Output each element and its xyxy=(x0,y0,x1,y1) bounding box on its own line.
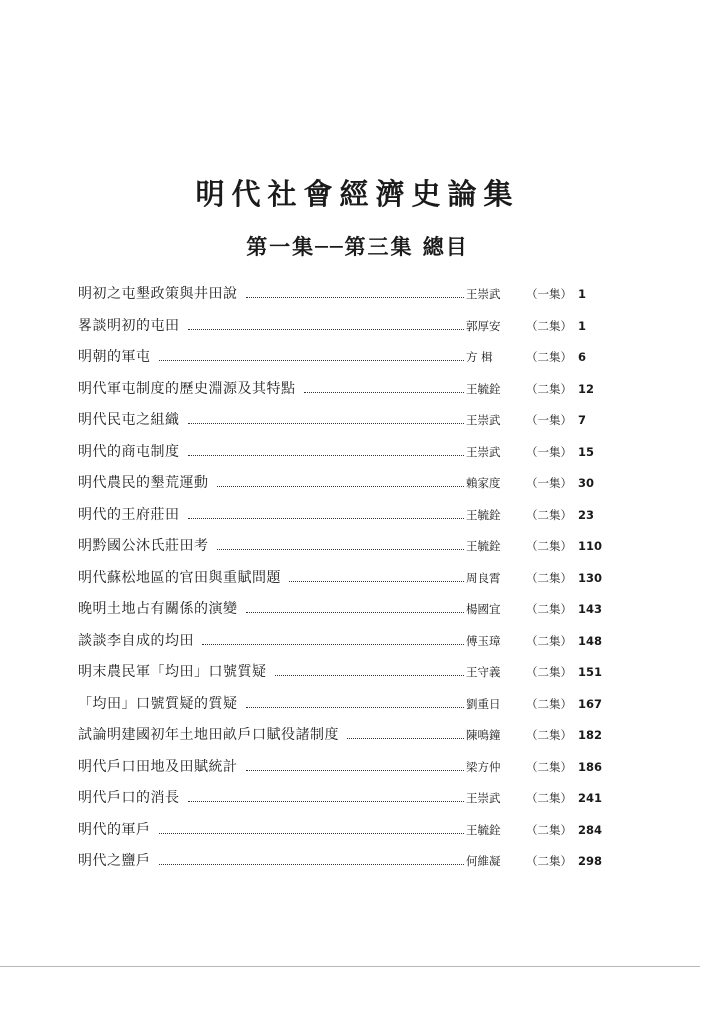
toc-entry-author: 楊國宜 xyxy=(466,602,501,616)
toc-entry-volume: （二集） xyxy=(526,791,572,805)
toc-entry xyxy=(78,311,608,343)
toc-entry-page: 110 xyxy=(578,539,603,553)
toc-entry-title: 明黔國公沐氏莊田考 xyxy=(78,538,209,554)
toc-entry-page: 182 xyxy=(578,728,603,742)
toc-entry-author: 方 楫 xyxy=(466,350,493,364)
toc-entry-volume: （一集） xyxy=(526,413,572,427)
toc-entry-volume: （二集） xyxy=(526,602,572,616)
table-of-contents xyxy=(78,279,608,878)
toc-entry xyxy=(78,342,608,374)
toc-entry-page: 143 xyxy=(578,602,603,616)
dot-leader xyxy=(159,864,465,865)
page-subtitle: 第一集──第三集 總目 xyxy=(246,234,469,259)
toc-entry-page: 15 xyxy=(578,444,595,459)
toc-entry-author: 王毓銓 xyxy=(466,507,501,522)
toc-entry-page: 30 xyxy=(578,476,595,490)
toc-entry-title: 明代的商屯制度 xyxy=(78,443,180,460)
dot-leader xyxy=(217,549,465,550)
toc-entry xyxy=(78,405,608,437)
dot-leader xyxy=(217,486,465,487)
toc-entry-page: 1 xyxy=(578,318,587,333)
toc-entry-volume: （一集） xyxy=(526,287,572,301)
toc-entry-volume: （二集） xyxy=(526,350,572,364)
toc-entry-volume: （二集） xyxy=(526,633,572,648)
dot-leader xyxy=(202,644,464,645)
toc-entry-page: 284 xyxy=(578,822,603,837)
toc-entry-page: 7 xyxy=(578,413,587,427)
toc-entry-volume: （一集） xyxy=(526,476,572,490)
toc-entry-title: 明末農民軍「均田」口號質疑 xyxy=(78,664,267,680)
toc-entry-volume: （二集） xyxy=(526,507,572,522)
toc-entry-author: 王崇武 xyxy=(466,413,501,427)
toc-entry-title: 試論明建國初年土地田畝戶口賦役諸制度 xyxy=(78,727,339,743)
toc-entry-page: 151 xyxy=(578,665,603,679)
dot-leader xyxy=(188,455,465,456)
toc-entry xyxy=(78,720,608,752)
toc-entry-page: 6 xyxy=(578,350,587,364)
toc-entry-title: 明代戶口田地及田賦統計 xyxy=(78,758,238,775)
dot-leader xyxy=(246,297,465,298)
toc-entry xyxy=(78,815,608,847)
dot-leader xyxy=(304,392,465,393)
dot-leader xyxy=(159,360,465,361)
toc-entry-page: 23 xyxy=(578,507,595,522)
toc-entry-author: 劉重日 xyxy=(466,696,501,711)
dot-leader xyxy=(246,770,465,771)
dot-leader xyxy=(246,612,465,613)
toc-entry-volume: （二集） xyxy=(526,318,572,333)
dot-leader xyxy=(188,518,465,519)
toc-entry-author: 王崇武 xyxy=(466,287,501,301)
toc-entry xyxy=(78,468,608,500)
toc-entry-page: 12 xyxy=(578,381,595,396)
toc-entry-author: 王毓銓 xyxy=(466,381,501,396)
toc-entry xyxy=(78,374,608,406)
dot-leader xyxy=(188,423,465,424)
toc-entry xyxy=(78,657,608,689)
toc-entry-author: 郭厚安 xyxy=(466,318,501,333)
dot-leader xyxy=(159,833,465,834)
toc-entry-volume: （一集） xyxy=(526,444,572,459)
toc-entry xyxy=(78,437,608,469)
dot-leader xyxy=(188,801,465,802)
bottom-rule xyxy=(0,966,700,967)
toc-entry-volume: （二集） xyxy=(526,381,572,396)
toc-entry-title: 明代蘇松地區的官田與重賦問題 xyxy=(78,569,281,586)
toc-entry-page: 130 xyxy=(578,570,603,585)
toc-entry-page: 186 xyxy=(578,759,603,774)
toc-entry-title: 明代的王府莊田 xyxy=(78,506,180,523)
dot-leader xyxy=(275,675,465,676)
toc-entry-volume: （二集） xyxy=(526,665,572,679)
toc-entry xyxy=(78,279,608,311)
toc-entry-title: 明朝的軍屯 xyxy=(78,349,151,365)
toc-entry xyxy=(78,752,608,784)
toc-entry-author: 王崇武 xyxy=(466,444,501,459)
toc-entry-author: 王崇武 xyxy=(466,791,501,805)
toc-entry-title: 明初之屯墾政策與井田說 xyxy=(78,286,238,302)
toc-entry-title: 畧談明初的屯田 xyxy=(78,317,180,334)
toc-entry-author: 傅玉璋 xyxy=(466,633,501,648)
toc-entry-title: 明代民屯之組織 xyxy=(78,412,180,428)
toc-entry xyxy=(78,689,608,721)
toc-entry xyxy=(78,594,608,626)
dot-leader xyxy=(347,738,464,739)
toc-entry xyxy=(78,563,608,595)
dot-leader xyxy=(289,581,464,582)
toc-entry-volume: （二集） xyxy=(526,759,572,774)
toc-entry-title: 明代戶口的消長 xyxy=(78,790,180,806)
toc-entry-page: 241 xyxy=(578,791,603,805)
toc-entry-volume: （二集） xyxy=(526,539,572,553)
toc-entry-volume: （二集） xyxy=(526,696,572,711)
toc-entry xyxy=(78,531,608,563)
toc-entry-volume: （二集） xyxy=(526,822,572,837)
toc-entry-page: 148 xyxy=(578,633,603,648)
toc-entry-author: 周良霄 xyxy=(466,570,501,585)
toc-entry-title: 明代農民的墾荒運動 xyxy=(78,475,209,491)
toc-entry-volume: （二集） xyxy=(526,854,572,868)
toc-entry-author: 王毓銓 xyxy=(466,539,501,553)
page-title: 明代社會經濟史論集 xyxy=(195,177,520,211)
toc-entry-author: 賴家度 xyxy=(466,476,501,490)
toc-entry-author: 王毓銓 xyxy=(466,822,501,837)
toc-entry xyxy=(78,500,608,532)
toc-entry-title: 「均田」口號質疑的質疑 xyxy=(78,695,238,712)
toc-entry xyxy=(78,783,608,815)
dot-leader xyxy=(246,707,465,708)
toc-entry-title: 明代軍屯制度的歷史淵源及其特點 xyxy=(78,380,296,397)
toc-entry-page: 298 xyxy=(578,854,603,868)
toc-entry-author: 陳鳴鐘 xyxy=(466,728,501,742)
dot-leader xyxy=(188,329,465,330)
toc-entry xyxy=(78,626,608,658)
toc-entry-author: 王守義 xyxy=(466,665,501,679)
toc-entry-title: 晚明土地占有關係的演變 xyxy=(78,601,238,617)
toc-entry-title: 明代之鹽戶 xyxy=(78,853,151,869)
toc-entry-volume: （二集） xyxy=(526,728,572,742)
toc-entry-volume: （二集） xyxy=(526,570,572,585)
toc-entry-author: 梁方仲 xyxy=(466,759,501,774)
toc-entry-title: 明代的軍戶 xyxy=(78,821,151,838)
toc-entry-page: 167 xyxy=(578,696,603,711)
toc-entry-page: 1 xyxy=(578,287,587,301)
toc-entry xyxy=(78,846,608,878)
toc-entry-author: 何維凝 xyxy=(466,854,501,868)
toc-entry-title: 談談李自成的均田 xyxy=(78,632,194,649)
